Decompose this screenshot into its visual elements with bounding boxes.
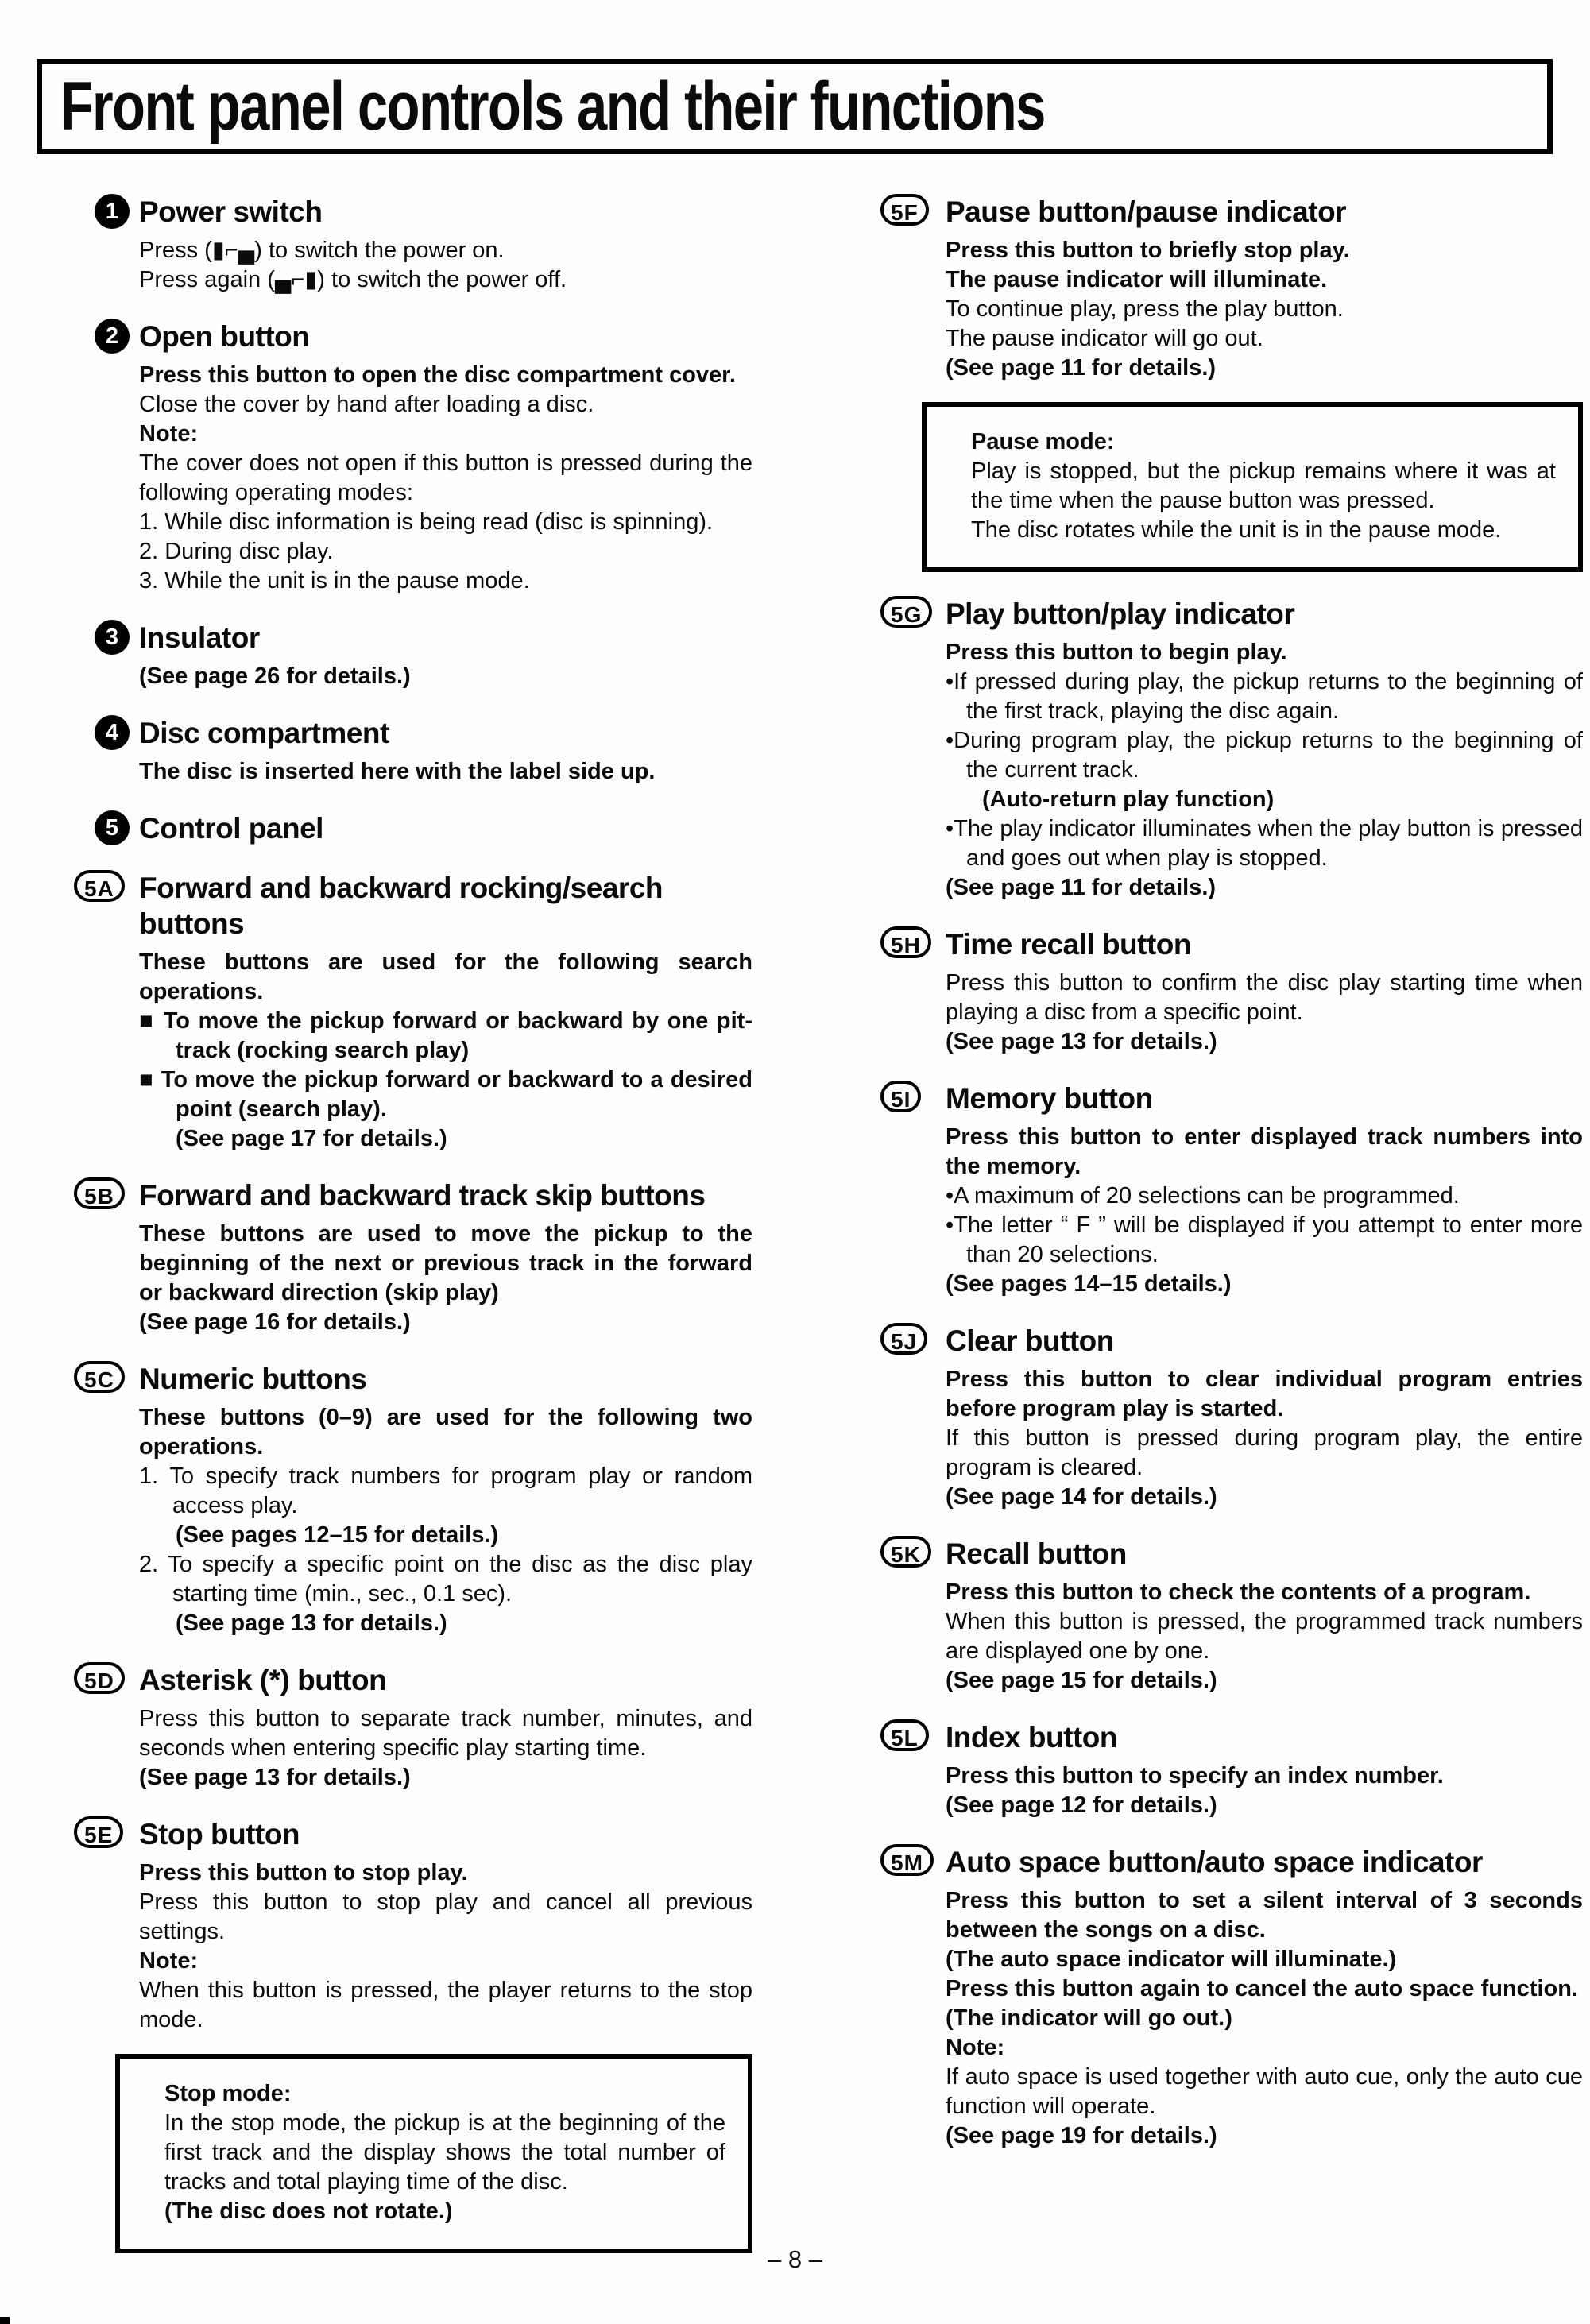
section-5F xyxy=(880,194,1583,572)
section-body-5A xyxy=(139,948,752,1154)
section-badge-column xyxy=(74,1662,139,1694)
section-text: Press (▮⌐▄) to switch the power on. xyxy=(139,238,505,263)
section-body-3 xyxy=(139,662,752,691)
section-3 xyxy=(74,620,752,691)
section-badge-5I: 5I xyxy=(880,1081,921,1112)
section-badge-column xyxy=(74,319,139,354)
section-text: (See page 16 for details.) xyxy=(139,1309,411,1335)
section-header-4 xyxy=(74,715,752,751)
section-header-5F xyxy=(880,194,1583,230)
page-title: Front panel controls and their functions xyxy=(60,68,1045,145)
section-text: (Auto-return play function) xyxy=(982,787,1275,812)
section-text: Press this button to briefly stop play. xyxy=(946,238,1350,263)
section-text: (See page 17 for details.) xyxy=(176,1126,447,1151)
section-badge-1: 1 xyxy=(95,194,130,229)
section-body-5C xyxy=(139,1403,752,1638)
section-text: Press this button to begin play. xyxy=(946,640,1287,665)
section-body-5I xyxy=(946,1123,1583,1299)
section-text: When this button is pressed, the player returns to the stop mode. xyxy=(139,1978,752,2032)
section-text: Press this button again to cancel the auto space function. xyxy=(946,1976,1579,2001)
section-5I xyxy=(880,1081,1583,1299)
section-header-5A xyxy=(74,870,752,942)
note-box-heading: Pause mode: xyxy=(971,429,1115,454)
section-text: Note: xyxy=(139,1948,199,1974)
section-text: Press this button to clear individual program entries before program play is started. xyxy=(946,1367,1583,1421)
section-text: •If pressed during play, the pickup returns to the beginning of the first track, playing the disc again. xyxy=(946,669,1583,724)
section-body-2 xyxy=(139,361,752,596)
note-box-text: (The disc does not rotate.) xyxy=(164,2198,453,2224)
section-body-5F xyxy=(946,236,1583,572)
section-text: To continue play, press the play button. xyxy=(946,296,1344,322)
section-text: 1. While disc information is being read (disc is spinning). xyxy=(139,509,714,535)
section-heading-5A: Forward and backward rocking/search buttons xyxy=(139,872,663,940)
section-text: 2. To specify a specific point on the disc as the disc play starting time (min., sec., 0.1 sec). xyxy=(139,1552,752,1607)
section-badge-column xyxy=(74,870,139,902)
section-header-5D xyxy=(74,1662,752,1698)
section-badge-5G: 5G xyxy=(880,596,932,628)
section-badge-column xyxy=(880,1323,946,1355)
section-text: If this button is pressed during program play, the entire program is cleared. xyxy=(946,1425,1583,1480)
section-text: (The indicator will go out.) xyxy=(946,2005,1232,2031)
section-heading-1: Power switch xyxy=(139,195,323,228)
section-text: The cover does not open if this button is pressed during the following operating modes: xyxy=(139,450,752,505)
section-5E xyxy=(74,1816,752,2253)
section-body-5D xyxy=(139,1704,752,1792)
section-body-4 xyxy=(139,757,752,787)
section-text: (See page 15 for details.) xyxy=(946,1668,1217,1693)
section-header-5 xyxy=(74,810,752,846)
section-text: The pause indicator will illuminate. xyxy=(946,267,1328,292)
section-heading-5C: Numeric buttons xyxy=(139,1363,367,1395)
section-text: (See page 14 for details.) xyxy=(946,1484,1217,1510)
section-text: When this button is pressed, the programmed track numbers are displayed one by one. xyxy=(946,1609,1583,1664)
section-text: (See page 11 for details.) xyxy=(946,355,1217,381)
section-text: Press this button to set a silent interval of 3 seconds between the songs on a disc. xyxy=(946,1888,1583,1943)
section-text: Press this button to enter displayed track numbers into the memory. xyxy=(946,1124,1583,1179)
section-text: (See page 13 for details.) xyxy=(139,1765,411,1790)
section-5H xyxy=(880,926,1583,1057)
section-badge-5D: 5D xyxy=(74,1662,125,1694)
section-badge-5E: 5E xyxy=(74,1816,123,1848)
section-heading-5H: Time recall button xyxy=(946,928,1191,961)
section-heading-5K: Recall button xyxy=(946,1537,1127,1570)
section-text: The disc is inserted here with the label side up. xyxy=(139,759,656,784)
section-text: •During program play, the pickup returns to the beginning of the current track. xyxy=(946,728,1583,783)
section-text: (See page 13 for details.) xyxy=(946,1029,1217,1054)
section-text: (See page 12 for details.) xyxy=(946,1792,1217,1818)
note-box-text: The disc rotates while the unit is in the pause mode. xyxy=(971,517,1502,543)
section-text: •The letter “ F ” will be displayed if you attempt to enter more than 20 selections. xyxy=(946,1212,1583,1267)
section-text: (See pages 14–15 details.) xyxy=(946,1271,1232,1297)
note-box-5F xyxy=(922,402,1583,572)
section-body-5E xyxy=(139,1858,752,2253)
section-text: (The auto space indicator will illuminate.) xyxy=(946,1947,1397,1972)
section-heading-5B: Forward and backward track skip buttons xyxy=(139,1179,706,1212)
section-badge-5: 5 xyxy=(95,810,130,845)
section-header-5C xyxy=(74,1361,752,1397)
section-text: ■ To move the pickup forward or backward to a desired point (search play). xyxy=(139,1067,752,1122)
section-text: The pause indicator will go out. xyxy=(946,326,1263,351)
column-right xyxy=(880,194,1583,2175)
section-body-5K xyxy=(946,1578,1583,1696)
section-heading-5G: Play button/play indicator xyxy=(946,597,1295,630)
section-body-5J xyxy=(946,1365,1583,1512)
section-badge-column xyxy=(880,1081,946,1112)
section-text: Note: xyxy=(139,421,199,447)
page-number: – 8 – xyxy=(768,2245,822,2273)
section-text: Press this button to confirm the disc play starting time when playing a disc from a specific point. xyxy=(946,970,1583,1025)
section-text: (See page 26 for details.) xyxy=(139,663,411,689)
section-5G xyxy=(880,596,1583,903)
note-box-5E xyxy=(115,2054,752,2253)
section-badge-5B: 5B xyxy=(74,1177,125,1209)
section-body-5B xyxy=(139,1220,752,1337)
title-box xyxy=(37,59,1553,154)
section-heading-5M: Auto space button/auto space indicator xyxy=(946,1846,1483,1878)
section-text: Press this button to specify an index number. xyxy=(946,1763,1444,1788)
section-text: Press this button to separate track number, minutes, and seconds when entering specific play starting time. xyxy=(139,1706,752,1761)
section-text: Press this button to check the contents of a program. xyxy=(946,1580,1531,1605)
section-5L xyxy=(880,1719,1583,1820)
section-5D xyxy=(74,1662,752,1792)
section-heading-5I: Memory button xyxy=(946,1082,1153,1115)
scan-artifact xyxy=(0,2317,10,2324)
section-heading-5L: Index button xyxy=(946,1721,1117,1754)
section-badge-column xyxy=(74,1177,139,1209)
section-text: Press this button to stop play. xyxy=(139,1860,468,1885)
section-text: Press this button to open the disc compartment cover. xyxy=(139,362,736,388)
section-5M xyxy=(880,1844,1583,2151)
section-body-5M xyxy=(946,1886,1583,2151)
section-header-5K xyxy=(880,1536,1583,1572)
section-4 xyxy=(74,715,752,787)
section-1 xyxy=(74,194,752,295)
section-header-3 xyxy=(74,620,752,655)
section-5B xyxy=(74,1177,752,1337)
section-text: 1. To specify track numbers for program play or random access play. xyxy=(139,1464,752,1518)
section-5A xyxy=(74,870,752,1154)
section-text: If auto space is used together with auto cue, only the auto cue function will operate. xyxy=(946,2064,1583,2119)
section-heading-5E: Stop button xyxy=(139,1818,300,1850)
section-heading-5: Control panel xyxy=(139,812,323,845)
section-5J xyxy=(880,1323,1583,1512)
section-5K xyxy=(880,1536,1583,1696)
section-text: Press this button to stop play and cancel all previous settings. xyxy=(139,1889,752,1944)
section-heading-5J: Clear button xyxy=(946,1324,1114,1357)
section-5C xyxy=(74,1361,752,1638)
section-badge-5M: 5M xyxy=(880,1844,934,1876)
section-text: Close the cover by hand after loading a disc. xyxy=(139,392,594,417)
section-badge-5F: 5F xyxy=(880,194,929,226)
section-2 xyxy=(74,319,752,596)
section-badge-5K: 5K xyxy=(880,1536,931,1568)
section-text: •A maximum of 20 selections can be programmed. xyxy=(946,1183,1460,1208)
section-body-5H xyxy=(946,969,1583,1057)
section-5 xyxy=(74,810,752,846)
note-box-text: In the stop mode, the pickup is at the beginning of the first track and the display shows the total number of tracks and total playing time of the disc. xyxy=(164,2110,725,2194)
section-header-5I xyxy=(880,1081,1583,1116)
section-badge-column xyxy=(74,1816,139,1848)
section-badge-5A: 5A xyxy=(74,870,125,902)
section-text: •The play indicator illuminates when the play button is pressed and goes out when play is stopped. xyxy=(946,816,1583,871)
section-badge-column xyxy=(74,810,139,845)
section-text: 2. During disc play. xyxy=(139,539,334,564)
note-box-heading: Stop mode: xyxy=(164,2081,292,2106)
section-badge-5C: 5C xyxy=(74,1361,125,1393)
section-header-5J xyxy=(880,1323,1583,1359)
section-badge-2: 2 xyxy=(95,319,130,354)
section-heading-5D: Asterisk (*) button xyxy=(139,1664,387,1696)
section-text: These buttons (0–9) are used for the following two operations. xyxy=(139,1405,752,1460)
section-text: 3. While the unit is in the pause mode. xyxy=(139,568,530,594)
section-badge-5J: 5J xyxy=(880,1323,927,1355)
section-badge-3: 3 xyxy=(95,620,130,655)
section-header-5E xyxy=(74,1816,752,1852)
section-header-2 xyxy=(74,319,752,354)
section-header-5G xyxy=(880,596,1583,632)
section-body-5G xyxy=(946,638,1583,903)
section-badge-column xyxy=(880,1844,946,1876)
section-text: (See page 11 for details.) xyxy=(946,875,1217,900)
section-heading-4: Disc compartment xyxy=(139,717,389,749)
section-text: (See page 13 for details.) xyxy=(176,1611,447,1636)
section-badge-column xyxy=(880,1536,946,1568)
section-badge-column xyxy=(74,194,139,229)
section-text: (See pages 12–15 for details.) xyxy=(176,1522,499,1548)
section-badge-column xyxy=(74,620,139,655)
note-box-text: Play is stopped, but the pickup remains where it was at the time when the pause button was pressed. xyxy=(971,458,1556,513)
section-badge-column xyxy=(880,194,946,226)
section-badge-column xyxy=(74,1361,139,1393)
section-badge-column xyxy=(880,926,946,958)
section-badge-column xyxy=(880,596,946,628)
section-body-1 xyxy=(139,236,752,295)
section-badge-column xyxy=(74,715,139,750)
section-header-1 xyxy=(74,194,752,230)
section-header-5H xyxy=(880,926,1583,962)
section-header-5M xyxy=(880,1844,1583,1880)
section-text: These buttons are used for the following search operations. xyxy=(139,949,752,1004)
section-text: (See page 19 for details.) xyxy=(946,2123,1217,2148)
section-heading-5F: Pause button/pause indicator xyxy=(946,195,1347,228)
section-header-5L xyxy=(880,1719,1583,1755)
section-text: Press again (▄⌐▮) to switch the power off. xyxy=(139,267,567,292)
column-left xyxy=(74,194,752,2277)
section-badge-5L: 5L xyxy=(880,1719,929,1751)
section-heading-2: Open button xyxy=(139,320,310,353)
section-text: Note: xyxy=(946,2035,1005,2060)
section-body-5L xyxy=(946,1761,1583,1820)
section-text: These buttons are used to move the pickup to the beginning of the next or previous track in the forward or backward direction (skip play) xyxy=(139,1221,752,1305)
section-header-5B xyxy=(74,1177,752,1213)
section-text: ■ To move the pickup forward or backward by one pit-track (rocking search play) xyxy=(139,1008,752,1063)
section-badge-column xyxy=(880,1719,946,1751)
section-badge-5H: 5H xyxy=(880,926,931,958)
section-heading-3: Insulator xyxy=(139,621,260,654)
section-badge-4: 4 xyxy=(95,715,130,750)
